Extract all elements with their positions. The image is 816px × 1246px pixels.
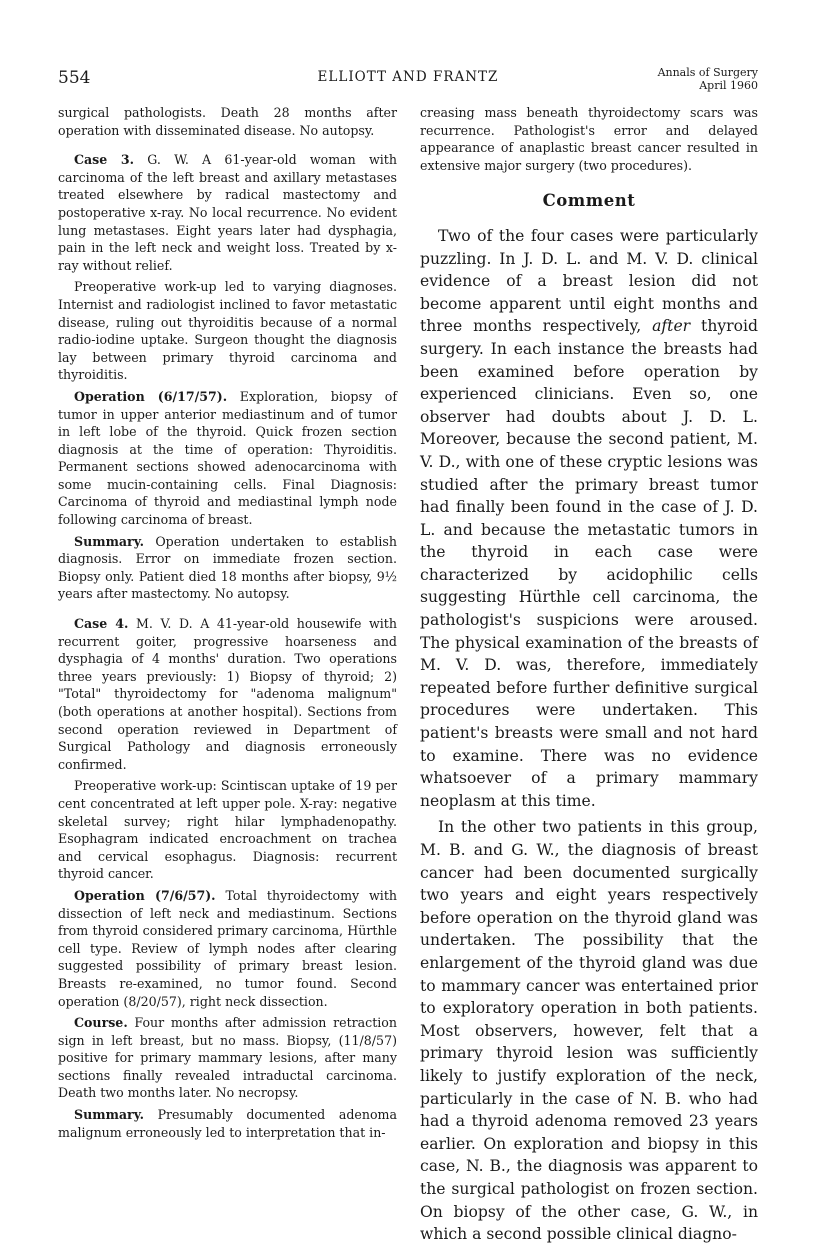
course-paragraph: Course. Four months after admission retraction sign in left breast, but no mass. Biopsy, (11/8/57) positive for primary mammary lesions, after many sections finally revealed intraductal carcinoma. Death two months later. No necropsy. (58, 1015, 397, 1101)
comment-heading: Comment (542, 191, 636, 211)
journal-info (658, 66, 758, 92)
paragraph: surgical pathologists. Death 28 months after operation with disseminated disease. No autopsy. (58, 105, 397, 138)
summary-3-paragraph: Summary. Operation undertaken to establish diagnosis. Error on immediate frozen section. Biopsy only. Patient died 18 months after biopsy, 9½ years after mastectomy. No autopsy. (58, 533, 397, 602)
comment-paragraph-2: In the other two patients in this group, M. B. and G. W., the diagnosis of breast cancer had been documented surgically two years and eight years respectively before operation on the thyroid gland was undertaken. The possibility that the enlargement of the thyroid gland was due to mammary cancer was entertained prior to exploratory operation in both patients. Most observers, however, felt that a primary thyroid lesion was sufficiently likely to justify exploration of the neck, particularly in the case of N. B. who had had a thyroid adenoma removed 23 years earlier. On exploration and biopsy in this case, N. B., the diagnosis was apparent to the surgical pathologist on frozen section. On biopsy of the other case, G. W., in which a second possible clinical diagno- (420, 818, 758, 1244)
summary-3-label: Summary. (74, 533, 144, 549)
page-header (58, 66, 758, 102)
preop-3-paragraph: Preoperative work-up led to varying diagnoses. Internist and radiologist inclined to favor metastatic disease, ruling out thyroiditis because of a normal radio-iodine uptake. Surgeon thought the diagnosis lay between primary thyroid carcinoma and thyroiditis. (58, 279, 397, 383)
case-3-paragraph: Case 3. G. W. A 61-year-old woman with carcinoma of the left breast and axillary metastases treated elsewhere by radical mastectomy and postoperative x-ray. No local recurrence. No evident lung metastases. Eight years later had dysphagia, pain in the left neck and weight loss. Treated by x-ray without relief. (58, 152, 397, 273)
course-label: Course. (74, 1015, 128, 1031)
page-number: 554 (58, 68, 91, 88)
operation-3-paragraph: Operation (6/17/57). Exploration, biopsy of tumor in upper anterior mediastinum and of tumor in left lobe of the thyroid. Quick frozen section diagnosis at the time of operation: Thyroiditis. Permanent sections showed adenocarcinoma with some mucin-containing cells. Final Diagnosis: Carcinoma of thyroid and mediastinal lymph node following carcinoma of breast. (58, 388, 397, 528)
case-4-paragraph: Case 4. M. V. D. A 41-year-old housewife with recurrent goiter, progressive hoarseness and dysphagia of 4 months' duration. Two operations three years previously: 1) Biopsy of thyroid; 2) "Total" thyroidectomy for "adenoma malignum" (both operations at another hospital). Sections from second operation reviewed in Department of Surgical Pathology and diagnosis erroneously confirmed. (58, 616, 397, 772)
operation-4-paragraph: Operation (7/6/57). Total thyroidectomy with dissection of left neck and mediastinum. Sections from thyroid considered primary carcinoma, Hürthle cell type. Review of lymph nodes after clearing suggested possibility of primary breast lesion. Breasts re-examined, no tumor found. Second operation (8/20/57), right neck dissection. (58, 887, 397, 1009)
operation-3-label: Operation (6/17/57). (74, 388, 228, 404)
comment-paragraph-1: Two of the four cases were particularly puzzling. In J. D. L. and M. V. D. clinical evidence of a breast lesion did not become apparent until eight months and three months respectively, after thyroid surgery. In each instance the breasts had been examined before operation by experienced clinicians. Even so, one observer had doubts about J. D. L. Moreover, because the second patient, M. V. D., with one of these cryptic lesions was studied after the primary breast tumor had finally been found in the case of J. D. L. and because the metastatic tumors in the thyroid in each case were characterized by acidophilic cells suggesting Hürthle cell carcinoma, the pathologist's suspicions were aroused. The physical examination of the breasts of M. V. D. was, therefore, immediately repeated before further definitive surgical procedures were undertaken. This patient's breasts were small and not hard to examine. There was no evidence whatsoever of a primary mammary neoplasm at this time. (420, 226, 758, 810)
case-3-label: Case 3. (74, 152, 135, 168)
summary-4-continuation: creasing mass beneath thyroidectomy scars was recurrence. Pathologist's error and delayed appearance of anaplastic breast cancer resulted in extensive major surgery (two procedures). (420, 105, 758, 173)
summary-4-label: Summary. (74, 1107, 144, 1123)
case-4-label: Case 4. (74, 616, 129, 632)
journal-name: Annals of Surgery (657, 66, 758, 79)
operation-4-label: Operation (7/6/57). (74, 887, 216, 903)
journal-date: April 1960 (699, 79, 758, 92)
preop-4-paragraph: Preoperative work-up: Scintiscan uptake of 19 per cent concentrated at left upper pole. X-ray: negative skeletal survey; right hilar lymphadenopathy. Esophagram indicated encroachment on trachea and cervical esophagus. Diagnosis: recurrent thyroid cancer. (58, 778, 397, 882)
emphasis-after: after (652, 317, 691, 336)
running-title: ELLIOTT AND FRANTZ (317, 69, 499, 85)
summary-4-paragraph: Summary. Presumably documented adenoma malignum erroneously led to interpretation that in- (58, 1107, 397, 1140)
left-column (58, 104, 397, 1141)
right-column (420, 104, 758, 1246)
